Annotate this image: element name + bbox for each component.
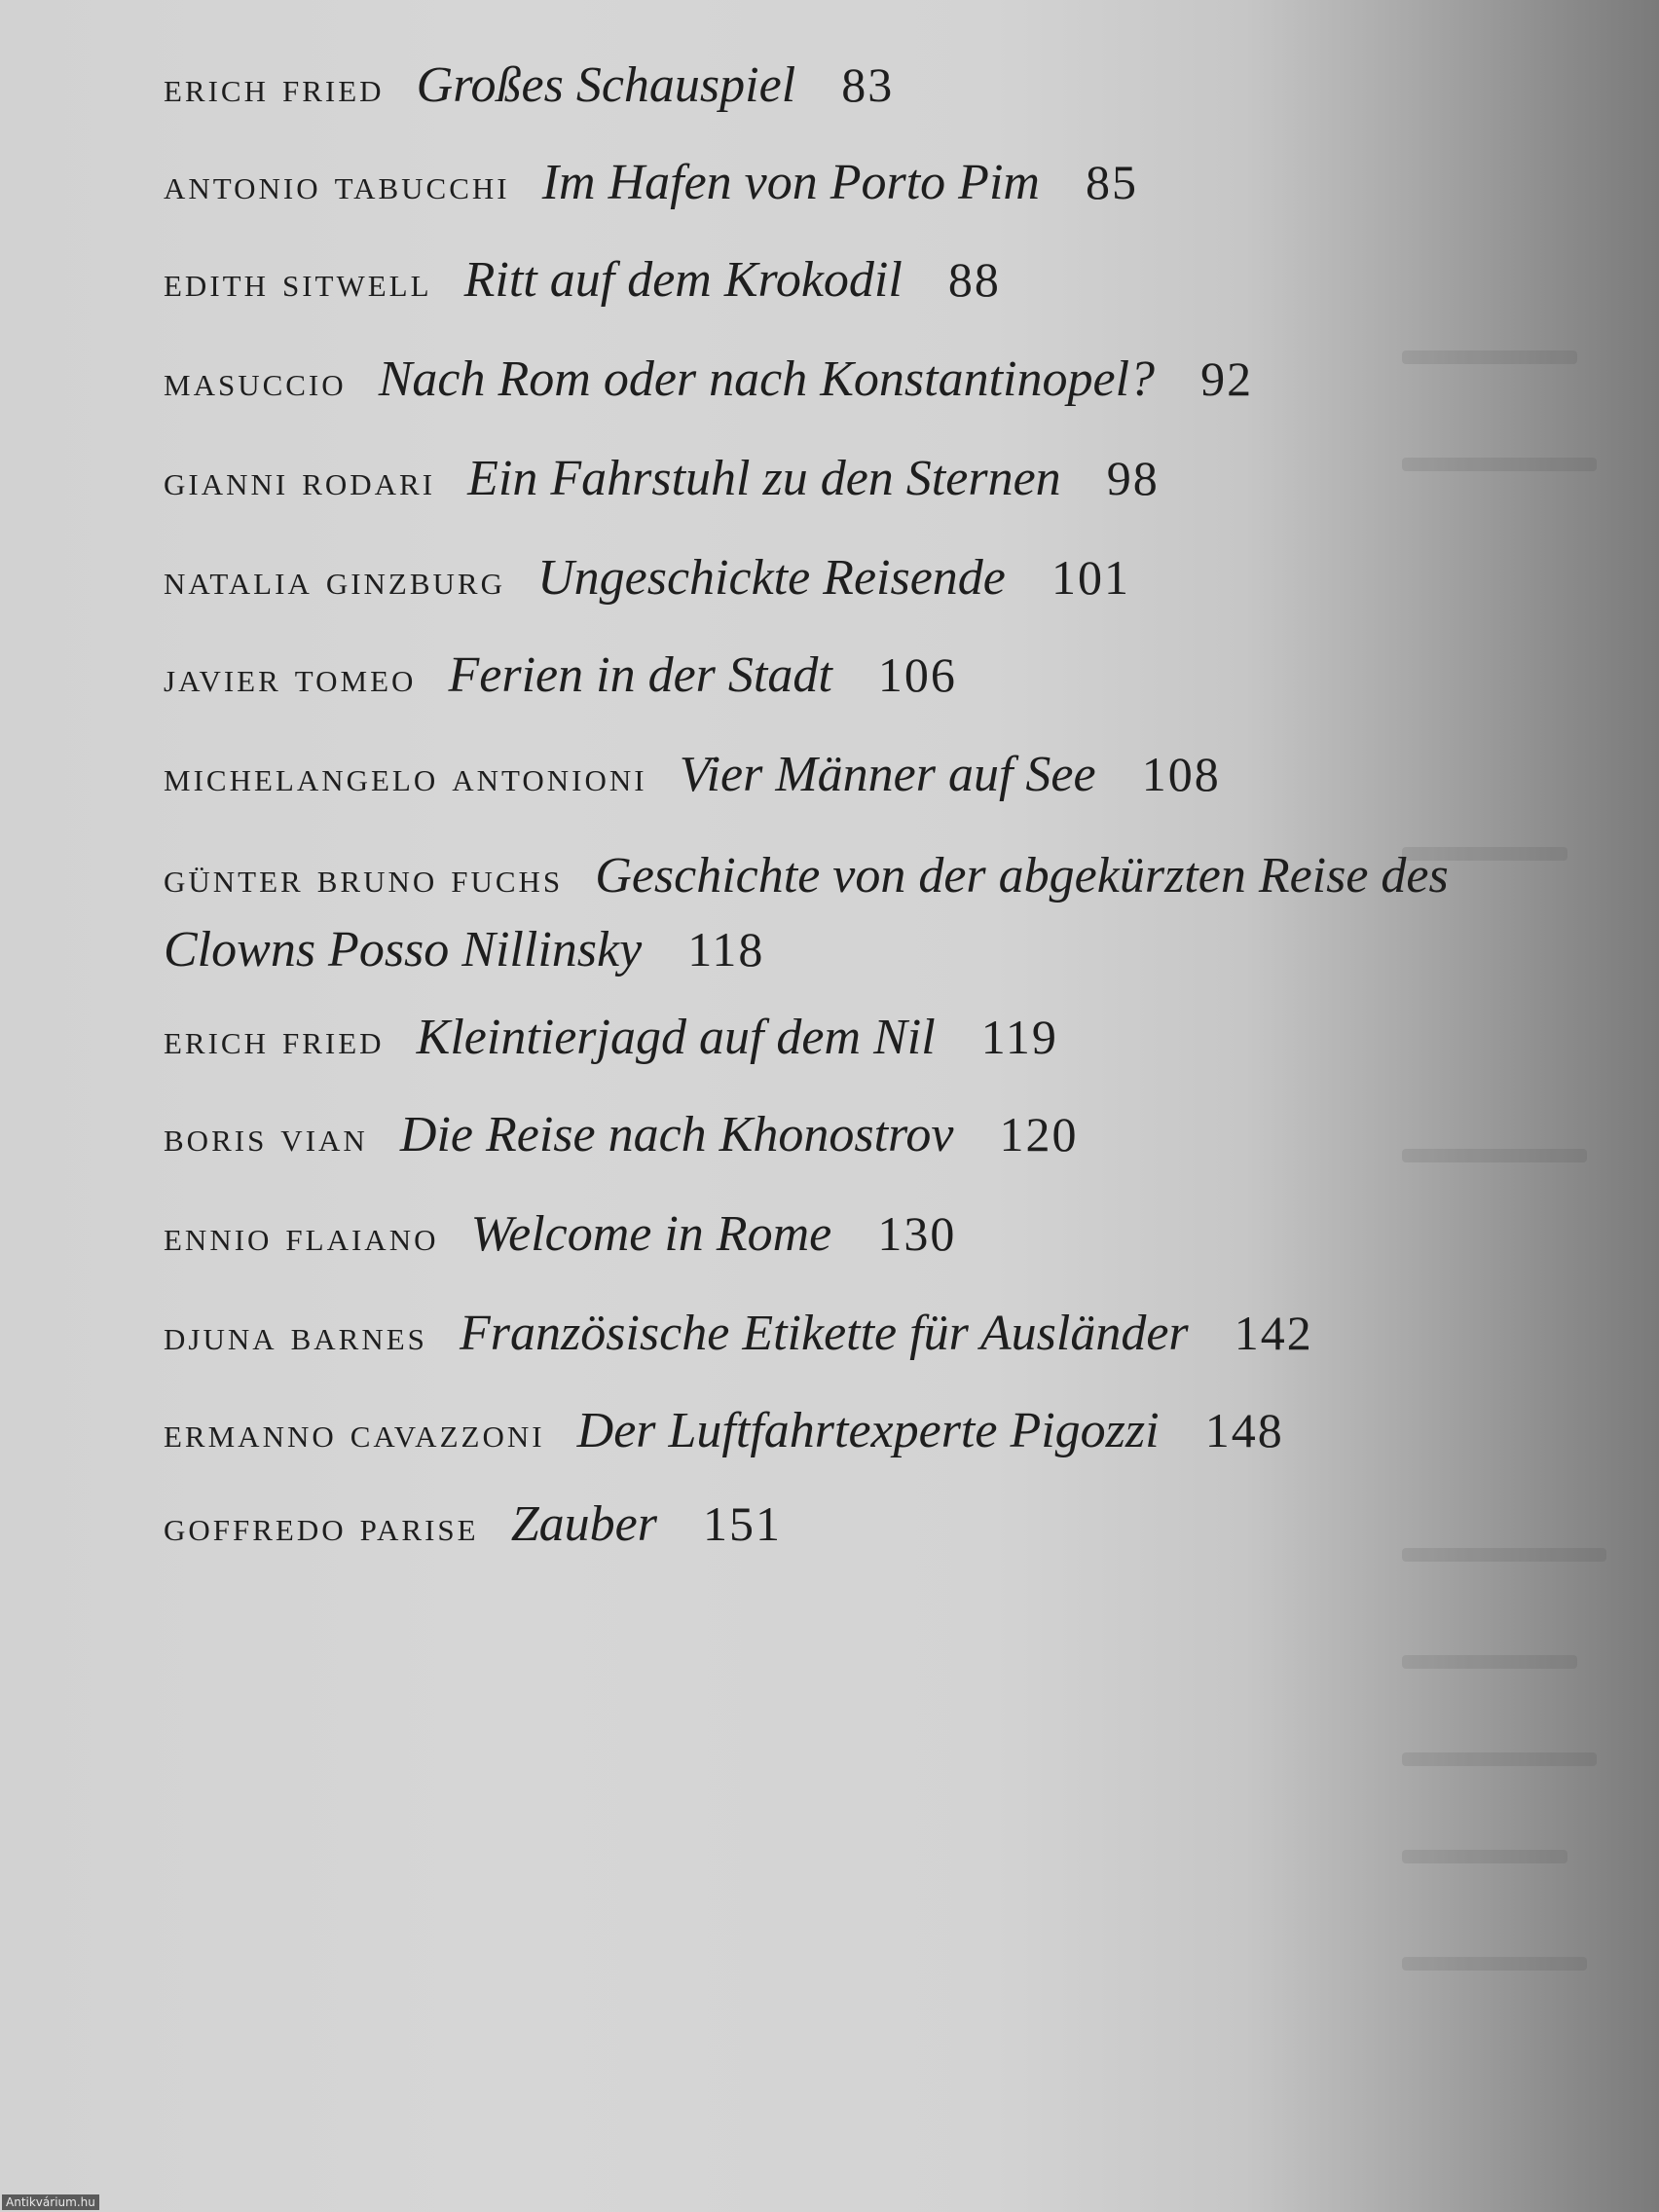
show-through-line	[1402, 1149, 1587, 1162]
show-through-line	[1402, 1752, 1597, 1766]
toc-author: natalia ginzburg	[164, 556, 505, 604]
toc-author: ennio flaiano	[164, 1212, 439, 1260]
toc-entry	[164, 1106, 1507, 1163]
toc-title: Zauber	[510, 1496, 657, 1552]
show-through-line	[1402, 1548, 1606, 1562]
toc-page-number: 151	[703, 1496, 783, 1551]
toc-entry	[164, 350, 1507, 408]
toc-page-number: 119	[980, 1010, 1058, 1064]
show-through-line	[1402, 350, 1577, 364]
toc-author: javier tomeo	[164, 653, 417, 701]
toc-entry	[164, 1305, 1507, 1362]
toc-title: Nach Rom oder nach Konstantinopel?	[378, 351, 1156, 407]
toc-entry	[164, 450, 1507, 507]
toc-entry	[164, 1402, 1507, 1459]
toc-page-number: 108	[1141, 747, 1221, 801]
toc-author: goffredo parise	[164, 1502, 479, 1550]
toc-author: ermanno cavazzoni	[164, 1409, 545, 1456]
toc-author: edith sitwell	[164, 258, 432, 306]
toc-page-number: 106	[877, 647, 957, 702]
toc-page-number: 85	[1086, 155, 1139, 209]
toc-author: günter bruno fuchs	[164, 854, 564, 902]
toc-entry	[164, 1205, 1507, 1263]
toc-entry	[164, 549, 1507, 607]
show-through-line	[1402, 1957, 1587, 1971]
toc-page-number: 142	[1234, 1306, 1313, 1360]
toc-title: Ritt auf dem Krokodil	[463, 252, 903, 308]
show-through-line	[1402, 847, 1567, 861]
toc-title: Großes Schauspiel	[416, 57, 796, 113]
toc-page-number: 88	[947, 252, 1001, 307]
show-through-line	[1402, 458, 1597, 471]
toc-entry	[164, 1009, 1507, 1066]
toc-page-number: 130	[877, 1206, 957, 1261]
toc-author: djuna barnes	[164, 1311, 427, 1359]
toc-title: Die Reise nach Khonostrov	[399, 1107, 954, 1162]
toc-page-number: 120	[999, 1107, 1079, 1161]
toc-title: Französische Etikette für Ausländer	[460, 1306, 1189, 1361]
toc-page-number: 118	[687, 922, 765, 977]
toc-author: michelangelo antonioni	[164, 753, 647, 800]
toc-entry	[164, 646, 1507, 704]
toc-title: Vier Männer auf See	[679, 747, 1096, 802]
toc-title: Der Luftfahrtexperte Pigozzi	[576, 1403, 1160, 1458]
toc-author: antonio tabucchi	[164, 161, 510, 208]
watermark-label: Antikvárium.hu	[2, 2194, 99, 2210]
toc-author: erich fried	[164, 63, 385, 111]
toc-page-number: 101	[1051, 550, 1130, 605]
toc-page-number: 83	[841, 57, 895, 112]
toc-entry	[164, 1495, 1507, 1553]
toc-title: Geschichte von der abgekürzten Reise des Clowns Posso Nillinsky	[164, 848, 1449, 977]
toc-title: Welcome in Rome	[470, 1206, 832, 1262]
toc-entry	[164, 56, 1507, 114]
toc-author: masuccio	[164, 357, 347, 405]
toc-author: boris vian	[164, 1113, 368, 1161]
toc-entry	[164, 251, 1507, 309]
toc-title: Ungeschickte Reisende	[537, 550, 1006, 606]
show-through-line	[1402, 1655, 1577, 1669]
toc-page-number: 148	[1204, 1403, 1284, 1457]
toc-page-number: 92	[1200, 351, 1254, 406]
toc-entry	[164, 746, 1507, 803]
toc-entry	[164, 845, 1507, 992]
toc-title: Ein Fahrstuhl zu den Sternen	[467, 451, 1061, 506]
toc-title: Ferien in der Stadt	[448, 647, 832, 703]
toc-title: Im Hafen von Porto Pim	[541, 155, 1040, 210]
toc-author: gianni rodari	[164, 457, 436, 504]
toc-entry	[164, 154, 1507, 211]
toc-page-number: 98	[1106, 451, 1160, 505]
toc-author: erich fried	[164, 1015, 385, 1063]
toc-title: Kleintierjagd auf dem Nil	[416, 1010, 936, 1065]
show-through-line	[1402, 1850, 1567, 1863]
